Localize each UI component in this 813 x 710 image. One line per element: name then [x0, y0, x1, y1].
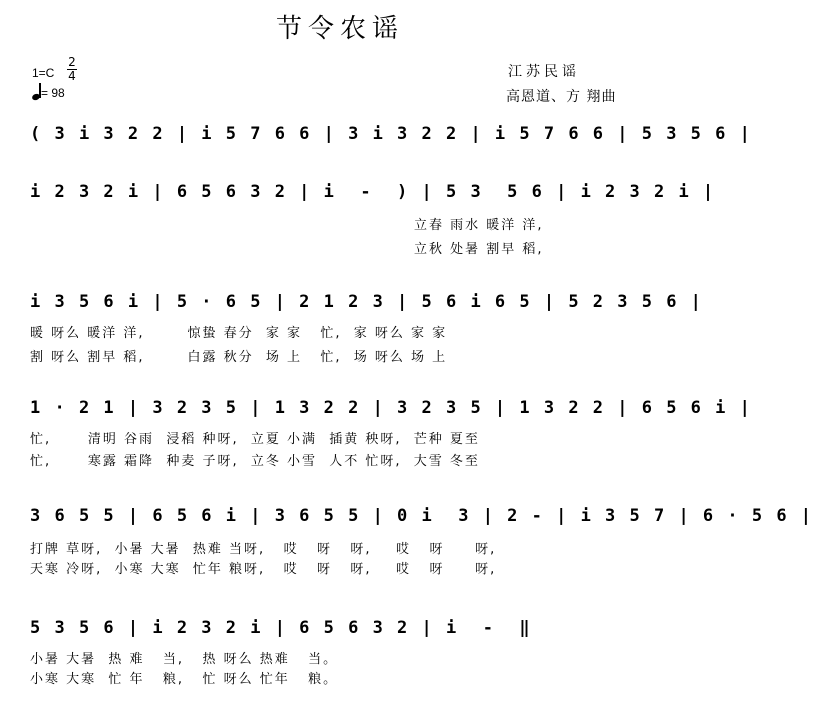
song-title: 节令农谣 [275, 14, 404, 44]
tempo-marking [32, 84, 65, 100]
lyric-row-5-verse-2: 天寒 冷呀, 小寒 大寒 忙年 粮呀, 哎 呀 呀, 哎 呀 呀, [30, 562, 497, 577]
lyric-row-2-verse-2: 立秋 处暑 割早 稻, [414, 242, 544, 257]
lyric-row-6-verse-2: 小寒 大寒 忙 年 粮, 忙 呀么 忙年 粮。 [30, 672, 339, 687]
music-row-3 [30, 286, 703, 324]
lyric-row-2-verse-1: 立春 雨水 暖洋 洋, [414, 218, 544, 233]
music-row-4 [30, 392, 752, 430]
notation-row-4: 1 · 2 1 | 3 2 3 5 | 1 3 2 2 | 3 2 3 5 | 1 3 2 2 | 6 5 6 i | [30, 398, 752, 418]
tempo-value: = 98 [41, 86, 65, 100]
notation-row-6: 5 3 5 6 | i 2 3 2 i | 6 5 6 3 2 | i - ‖ [30, 618, 532, 638]
notation-row-5: 3 6 5 5 | 6 5 6 i | 3 6 5 5 | 0 i 3 | 2 - | i 3 5 7 | 6 · 5 6 | [30, 506, 813, 526]
notation-row-3: i 3 5 6 i | 5 · 6 5 | 2 1 2 3 | 5 6 i 6 5 | 5 2 3 5 6 | [30, 292, 703, 312]
time-bottom: 4 [68, 69, 76, 83]
lyric-row-6-verse-1: 小暑 大暑 热 难 当, 热 呀么 热难 当。 [30, 652, 339, 667]
song-authors: 高恩道、方 翔曲 [506, 89, 617, 105]
lyric-row-3-verse-1: 暖 呀么 暖洋 洋, 惊蛰 春分 家 家 忙, 家 呀么 家 家 [30, 326, 448, 341]
music-row-6 [30, 612, 660, 650]
notation-row-2: i 2 3 2 i | 6 5 6 3 2 | i - ) | 5 3 5 6 | i 2 3 2 i | [30, 182, 716, 202]
quarter-note-icon [32, 84, 41, 100]
lyric-row-5-verse-1: 打牌 草呀, 小暑 大暑 热难 当呀, 哎 呀 呀, 哎 呀 呀, [30, 542, 497, 557]
notation-row-1: ( 3 i 3 2 2 | i 5 7 6 6 | 3 i 3 2 2 | i 5 7 6 6 | 5 3 5 6 | [30, 124, 752, 144]
key-signature: 1=C [32, 66, 55, 80]
lyric-row-3-verse-2: 割 呀么 割早 稻, 白露 秋分 场 上 忙, 场 呀么 场 上 [30, 350, 448, 365]
lyric-row-4-verse-1: 忙, 清明 谷雨 浸稻 种呀, 立夏 小满 插黄 秧呀, 芒种 夏至 [30, 432, 480, 447]
music-row-5 [30, 500, 813, 538]
time-top: 2 [68, 55, 76, 69]
lyric-row-4-verse-2: 忙, 寒露 霜降 种麦 子呀, 立冬 小雪 人不 忙呀, 大雪 冬至 [30, 454, 480, 469]
time-signature [66, 56, 78, 83]
song-origin: 江苏民谣 [508, 64, 580, 80]
music-row-1 [30, 118, 752, 156]
music-row-2 [30, 176, 716, 214]
